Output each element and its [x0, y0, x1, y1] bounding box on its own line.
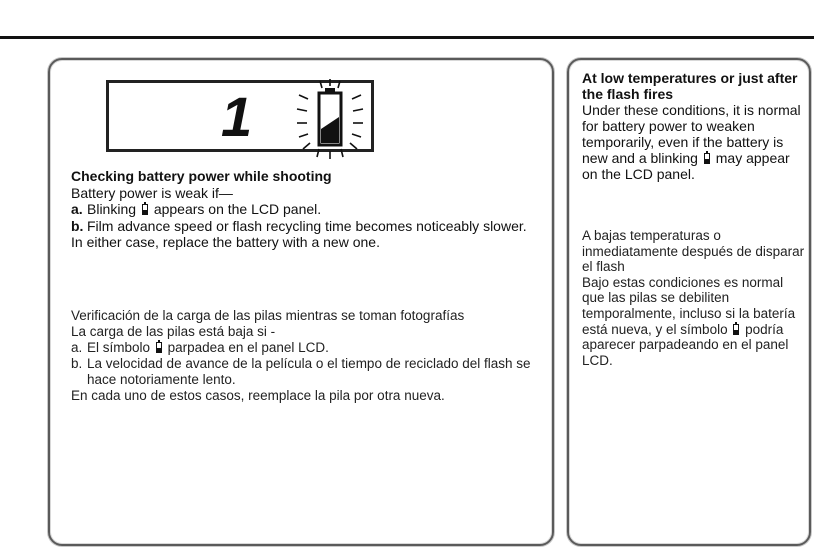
low-temperature-note-panel: [567, 58, 811, 546]
english-instructions: [71, 168, 541, 251]
list-item: [71, 356, 541, 388]
list-label: a.: [71, 340, 83, 355]
list-label: b.: [71, 217, 84, 234]
conclusion-text: En cada uno de estos casos, reemplace la pila por otra nueva.: [71, 388, 445, 403]
intro-text: Battery power is weak if—: [71, 184, 233, 201]
list-item: [71, 218, 541, 235]
item-text-post: appears on the LCD panel.: [153, 201, 322, 217]
list-item: [71, 201, 541, 218]
battery-low-blinking-icon: [295, 77, 365, 161]
note-body: [582, 102, 806, 182]
note-body-pre: Bajo estas condiciones es normal que las pilas se debiliten temporalmente, incluso si la batería está nueva, y el símbolo: [582, 274, 796, 337]
list-text: Film advance speed or flash recycling time becomes noticeably slower.: [87, 217, 527, 234]
item-text-post: parpadea en el panel LCD.: [167, 340, 329, 355]
list-label: a.: [71, 201, 83, 217]
list-text: [87, 340, 541, 356]
conclusion-text: In either case, replace the battery with a new one.: [71, 234, 380, 250]
section-heading: Verificación de la carga de las pilas mientras se toman fotografías: [71, 308, 465, 323]
battery-icon: [733, 324, 739, 335]
lcd-frame-counter: 1: [221, 85, 253, 148]
battery-check-panel: [48, 58, 554, 546]
intro-text: La carga de las pilas está baja si -: [71, 324, 276, 339]
note-heading: A bajas temperaturas o inmediatamente después de disparar el flash: [582, 228, 805, 275]
note-body-post: may appear on the LCD panel.: [582, 150, 790, 182]
battery-icon: [156, 342, 162, 353]
note-body-post: podría aparecer parpadeando en el panel LCD.: [582, 321, 789, 368]
list-text: [87, 201, 541, 218]
english-note: [582, 70, 806, 182]
note-heading: At low temperatures or just after the flash fires: [582, 70, 798, 102]
spanish-note: [582, 228, 806, 368]
spanish-instructions: [71, 308, 541, 404]
battery-icon: [142, 204, 148, 215]
note-body-pre: Under these conditions, it is normal for battery power to weaken temporarily, even if the battery is new and a blinking: [582, 102, 801, 166]
note-body: [582, 275, 806, 369]
list-item: [71, 340, 541, 356]
battery-icon: [704, 153, 710, 164]
item-text-pre: El símbolo: [87, 340, 151, 355]
list-label: b.: [71, 356, 83, 371]
lcd-panel-illustration: [106, 80, 374, 152]
section-heading: Checking battery power while shooting: [71, 168, 332, 184]
top-rule: [0, 36, 814, 39]
item-text-pre: Blinking: [87, 201, 137, 217]
list-text: La velocidad de avance de la película o el tiempo de reciclado del flash se hace notoriamente lento.: [87, 356, 531, 387]
